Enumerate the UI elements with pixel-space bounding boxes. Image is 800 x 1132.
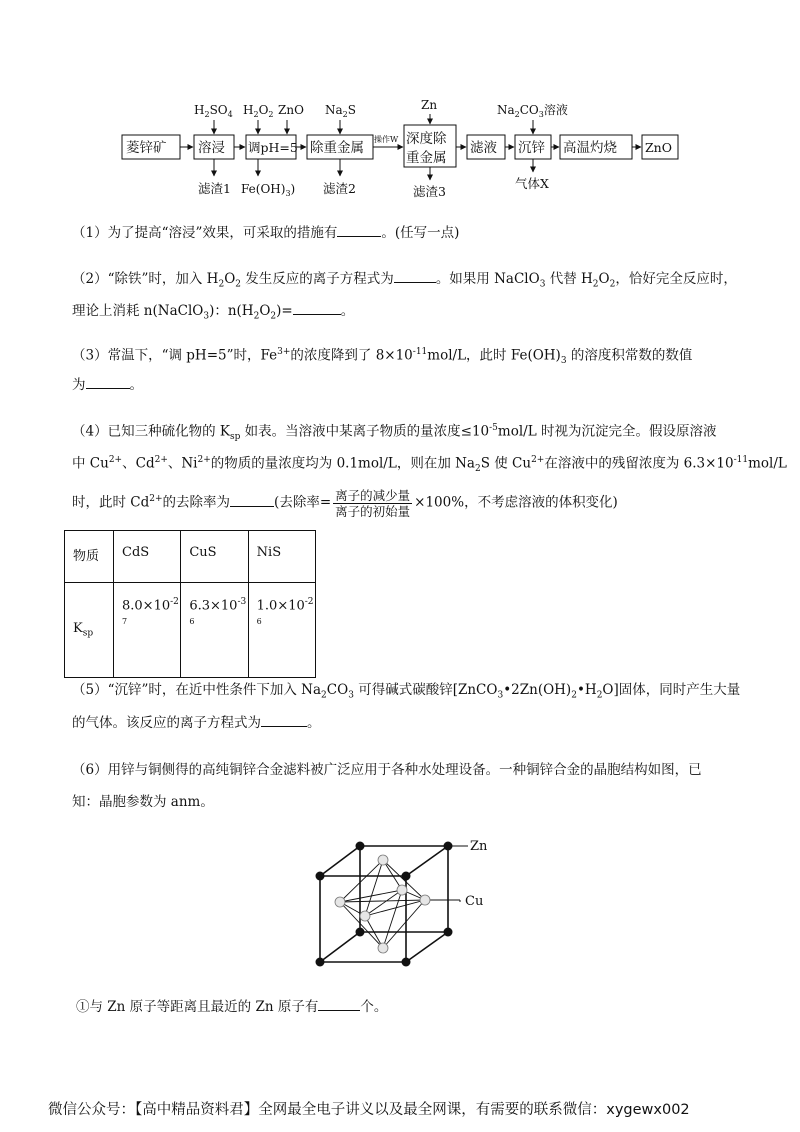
output-feoh3: $Fe(OH)_3$) — [241, 182, 296, 198]
flow-calcine: 高温灼烧 — [563, 140, 617, 156]
question-6-line-2: 知：晶胞参数为 anm。 — [72, 794, 214, 810]
table-cell-cds: $8.0\times 10^{-2}$ 7 — [114, 583, 181, 678]
flow-remove-metal: 除重金属 — [310, 140, 364, 156]
question-3-line-1: （3）常温下，“调 pH=5”时，$Fe^{3+}$的浓度降到了 $8\times 10^{-11}mol/L$，此时 $Fe(OH)_3$ 的溶度积常数的数值 — [72, 347, 693, 367]
cu-atom — [378, 855, 388, 865]
table-cell-nis: $1.0\times 10^{-2}$ 6 — [248, 583, 315, 678]
input-h2o2: $H_2O_2$ — [243, 103, 274, 119]
cu-atom — [360, 911, 370, 921]
flow-zno: ZnO — [645, 140, 672, 155]
flow-precipitate: 沉锌 — [518, 140, 545, 156]
table-header-cus: CuS — [181, 531, 248, 583]
table-header-cds: CdS — [114, 531, 181, 583]
question-5-line-1: （5）“沉锌”时，在近中性条件下加入 $Na_2CO_3$ 可得碱式碳酸锌$[ZnCO_3•2Zn(OH)_2•H_2O]$固体，同时产生大量 — [72, 682, 741, 701]
flow-filtrate: 滤液 — [470, 140, 497, 156]
cu-atom — [378, 943, 388, 953]
input-zn: Zn — [421, 98, 438, 112]
question-6-line-1: （6）用锌与铜侧得的高纯铜锌合金滤料被广泛应用于各种水处理设备。一种铜锌合金的晶胞结构如图，已 — [72, 762, 702, 778]
output-slag3: 滤渣3 — [413, 184, 446, 199]
input-zno: ZnO — [278, 103, 304, 117]
cu-atom — [335, 897, 345, 907]
zn-atom — [316, 872, 325, 881]
input-na2s: $Na_2S$ — [325, 103, 356, 119]
zn-atom — [356, 842, 365, 851]
question-4-line-2: 中 $Cu^{2+}$、$Cd^{2+}$、$Ni^{2+}$的物质的量浓度均为 0.1mol/L，则在加 $Na_2S$ 使 $Cu^{2+}$在溶液中的残留浓度为 $6.3\times 10^{-11}mol/L$ — [72, 455, 787, 475]
flow-deep-remove-2: 重金属 — [406, 150, 447, 166]
op-label: 操作W — [374, 135, 399, 144]
zn-atom — [444, 842, 453, 851]
output-slag1: 滤渣1 — [198, 181, 231, 196]
table-header-substance: 物质 — [65, 531, 114, 583]
crystal-cell-diagram — [310, 828, 510, 968]
question-2-line-2: 理论上消耗 n(NaClO$_3$)：$n(H_2O_2)=$ 。 — [72, 300, 354, 327]
question-5-line-2: 的气体。该反应的离子方程式为 。 — [72, 712, 321, 733]
zn-label: Zn — [470, 839, 488, 854]
input-na2co3: $Na_2CO_3$溶液 — [497, 103, 568, 119]
footer-watermark: 微信公众号：【高中精品资料君】全网最全电子讲义以及最全网课，有需要的联系微信：xygewx002 — [48, 1102, 690, 1118]
table-cell-cus: $6.3\times 10^{-3}$ 6 — [181, 583, 248, 678]
output-gas: 气体X — [515, 176, 549, 191]
zn-atom — [402, 958, 411, 967]
question-2-line-1: （2）“除铁”时，加入 $H_2O_2$ 发生反应的离子方程式为 。如果用 NaClO$_3$ 代替 $H_2O_2$，恰好完全反应时， — [72, 268, 737, 295]
cu-atom — [397, 885, 407, 895]
output-slag2: 滤渣2 — [323, 181, 356, 196]
removal-rate-fraction: $\frac{\text{离子的减少量}}{\text{离子的初始量}}$ — [335, 487, 411, 519]
flow-leach: 溶浸 — [198, 140, 225, 156]
flow-deep-remove: 深度除 — [406, 131, 447, 147]
question-4-line-3: 时，此时 $Cd^{2+}$的去除率为 (去除率= $\frac{\text{离子的减少量}}{\text{离子的初始量}}$ ×100%，不考虑溶液的体积变化) — [72, 487, 618, 519]
question-4-line-1: （4）已知三种硫化物的 $K_{sp}$ 如表。当溶液中某离子物质的量浓度$\le 10^{-5}mol/L$ 时视为沉淀完全。假设原溶液 — [72, 423, 717, 443]
zn-atom — [402, 872, 411, 881]
table-header-nis: NiS — [248, 531, 315, 583]
table-row-ksp-label: $K_{sp}$ — [65, 583, 114, 678]
ksp-table — [64, 530, 316, 678]
flow-ph: 调pH=5 — [248, 140, 298, 155]
zn-atom — [444, 928, 453, 937]
cu-atom — [420, 895, 430, 905]
cu-label: Cu — [465, 894, 484, 909]
flow-ore: 菱锌矿 — [126, 140, 167, 156]
process-flow-chart — [110, 92, 690, 202]
question-3-line-2: 为 。 — [72, 374, 143, 395]
question-1: （1）为了提高“溶浸”效果，可采取的措施有 。(任写一点) — [72, 222, 459, 243]
zn-atom — [356, 928, 365, 937]
question-6-1: ①与 Zn 原子等距离且最近的 Zn 原子有 个。 — [76, 996, 387, 1017]
zn-atom — [316, 958, 325, 967]
input-h2so4: $H_2SO_4$ — [194, 103, 233, 119]
